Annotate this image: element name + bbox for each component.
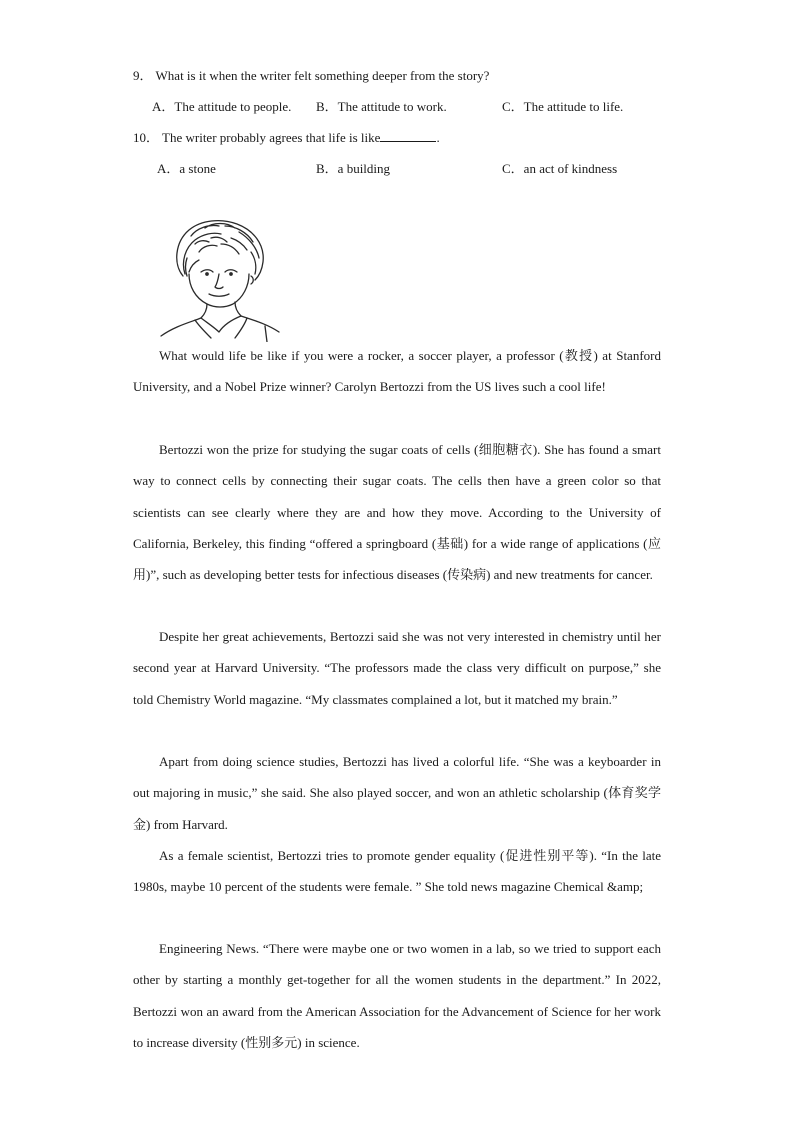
question-9: [133, 67, 489, 85]
option-text: The attitude to people.: [174, 99, 292, 114]
option-a[interactable]: [152, 98, 291, 116]
option-letter: B．: [316, 99, 338, 114]
paragraph-1: [133, 340, 661, 403]
paragraph-text: What would life be like if you were a rocker, a soccer player, a professor (教授) at Stanford University, and a Nobel Prize winner? Carolyn Bertozzi from the US lives such a cool life!: [133, 348, 661, 395]
option-letter: C．: [502, 99, 524, 114]
answer-blank[interactable]: [380, 129, 436, 142]
paragraph-3: [133, 621, 661, 715]
option-text: an act of kindness: [523, 161, 618, 176]
paragraph-4: [133, 746, 661, 840]
option-text: The attitude to work.: [337, 99, 447, 114]
option-text: a stone: [179, 161, 216, 176]
question-stem: What is it when the writer felt something deeper from the story?: [155, 68, 490, 83]
option-c[interactable]: [502, 98, 623, 116]
option-b[interactable]: [316, 160, 390, 178]
paragraph-text: Apart from doing science studies, Bertozzi has lived a colorful life. “She was a keyboarder in out majoring in music,” she said. She also played soccer, and won an athletic scholarship (体育奖学金) from Harvard.: [133, 754, 661, 832]
paragraph-text: Bertozzi won the prize for studying the sugar coats of cells (细胞糖衣). She has found a smart way to connect cells by connecting their sugar coats. The cells then have a green color so that scientists can see clearly where they are and how they move. According to the University of California, Berkeley, this finding “offered a springboard (基础) for a wide range of applications (应用)”, such as developing better tests for infectious diseases (传染病) and new treatments for cancer.: [133, 442, 661, 583]
paragraph-5: [133, 840, 661, 903]
option-a[interactable]: [157, 160, 216, 178]
paragraph-text: Despite her great achievements, Bertozzi said she was not very interested in chemistry until her second year at Harvard University. “The professors made the class very difficult on purpose,” she told Chemistry World magazine. “My classmates complained a lot, but it matched my brain.”: [133, 629, 661, 707]
paragraph-text: Engineering News. “There were maybe one or two women in a lab, so we tried to support each other by starting a monthly get-together for all the women students in the department.” In 2022, Bertozzi won an award from the American Association for the Advancement of Science for her work to increase diversity (性别多元) in science.: [133, 941, 661, 1050]
question-10: [133, 129, 440, 147]
question-stem-end: .: [436, 130, 440, 145]
option-text: The attitude to life.: [523, 99, 624, 114]
question-stem: The writer probably agrees that life is like: [162, 130, 381, 145]
question-number: 10．: [133, 130, 160, 145]
option-letter: A．: [157, 161, 180, 176]
paragraph-2: [133, 434, 661, 590]
paragraph-text: As a female scientist, Bertozzi tries to promote gender equality (促进性别平等). “In the late 1980s, maybe 10 percent of the students were female. ” She told news magazine Chemical &amp;: [133, 848, 661, 895]
question-number: 9．: [133, 68, 153, 83]
paragraph-6: [133, 933, 661, 1058]
option-c[interactable]: [502, 160, 617, 178]
option-letter: C．: [502, 161, 524, 176]
option-letter: A．: [152, 99, 175, 114]
option-text: a building: [337, 161, 391, 176]
option-letter: B．: [316, 161, 338, 176]
woman-portrait-sketch-icon: [155, 214, 285, 342]
option-b[interactable]: [316, 98, 447, 116]
